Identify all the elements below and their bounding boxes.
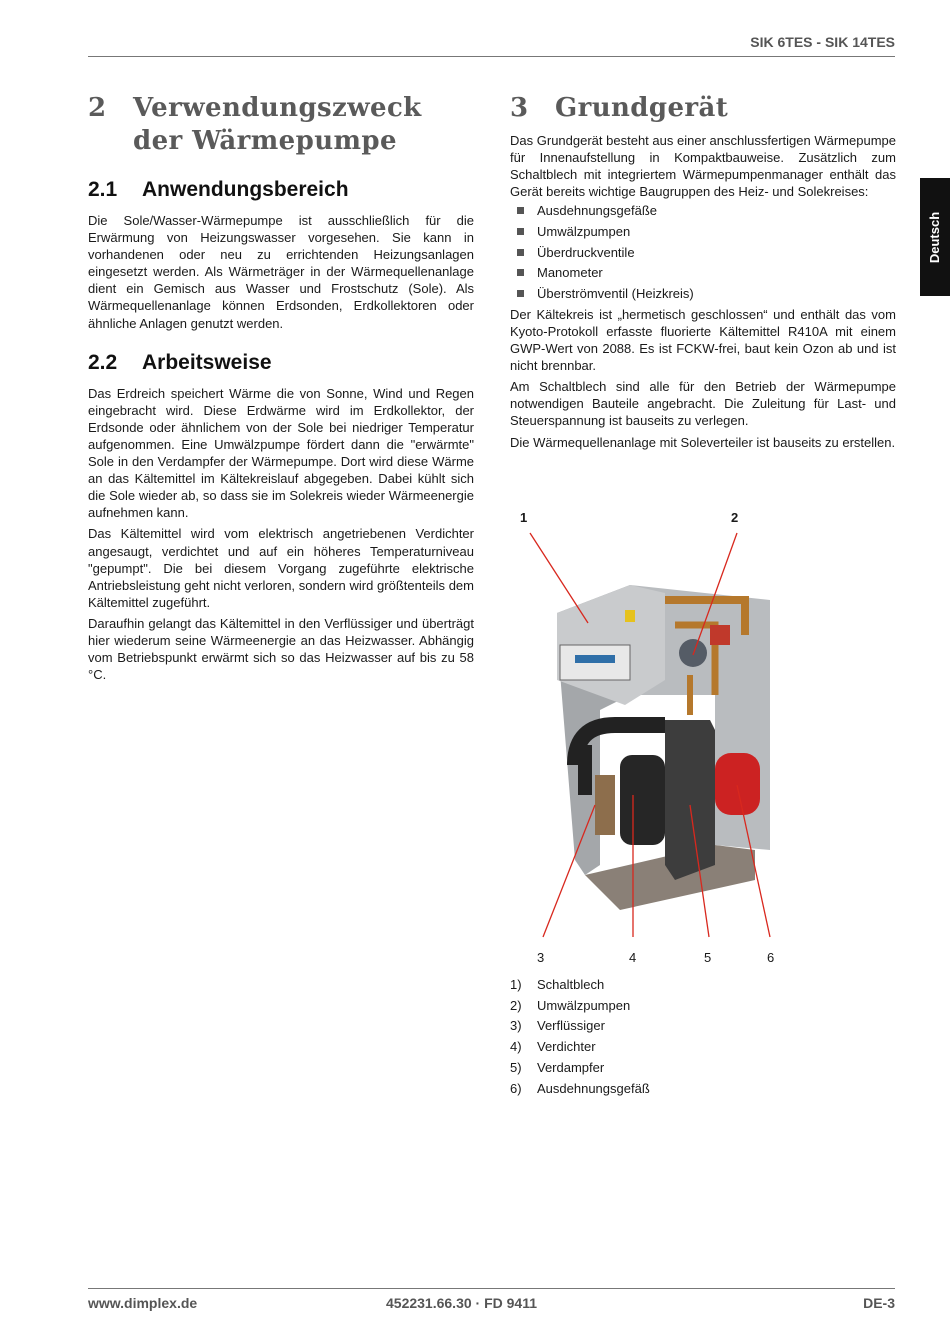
legend-item: 4) Verdichter	[510, 1039, 596, 1055]
section-2-1-title: Anwendungsbereich	[142, 178, 349, 201]
section-2-2-paragraph-2: Das Kältemittel wird vom elektrisch angetriebenen Verdichter angesaugt, verdichtet und auf ein höheres Temperaturniveau "gepumpt". Die bei diesem Vorgang zugeführte elektrische Antriebsleistung geht nicht verloren, sondern wird größtenteils dem Kältemittel zugeführt.	[88, 526, 474, 610]
header-rule	[88, 56, 895, 57]
warning-label	[625, 610, 635, 622]
chapter-3-heading	[510, 92, 896, 125]
chapter-3-number: 3	[510, 93, 529, 123]
condenser	[595, 775, 615, 835]
section-2-2-paragraph-1: Das Erdreich speichert Wärme die von Sonne, Wind und Regen eingebracht wird. Diese Erdwärme wird im Erdkollektor, der Erdsonde oder ähnlichem von der Sole bei niedriger Temperatur aufgenommen. Eine Umwälzpumpe fördert dann die "erwärmte" Sole in den Verdampfer der Wärmepumpe. Dort wird diese Wärme an das Kältemittel im Kältekreislauf abgegeben. Dabei kühlt sich die Sole wieder ab, so dass sie im Solekreis wieder Wärmeenergie aufnehmen kann.	[88, 385, 474, 521]
section-2-2-number: 2.2	[88, 350, 118, 374]
chapter-3-paragraph-1: Das Grundgerät besteht aus einer anschlussfertigen Wärmepumpe für Innenaufstellung in Kompaktbauweise. Zusätzlich zum Schaltblech mit integriertem Wärmepumpenmanager enthält das Gerät bereits wichtige Baugruppen des Heiz- und Solekreises:	[510, 133, 896, 200]
bullet-item: Ausdehnungsgefäße	[510, 201, 896, 222]
section-2-2-paragraph-3: Daraufhin gelangt das Kältemittel in den Verflüssiger und überträgt hier wiederum seine Wärmeenergie an das Heizwasser. Abhängig vom Betriebspunkt erwärmt sich so das Heizwasser auf bis zu 58 °C.	[88, 615, 474, 683]
heat-pump-illustration	[515, 505, 795, 965]
legend-item: 6) Ausdehnungsgefäß	[510, 1080, 650, 1096]
pump-red-part	[710, 625, 730, 645]
terminal-strip	[575, 655, 615, 663]
footer-rule	[88, 1288, 895, 1289]
chapter-2-number: 2	[88, 93, 107, 123]
section-2-2-heading	[88, 350, 474, 376]
chapter-3-paragraph-4: Die Wärmequellenanlage mit Soleverteiler ist bauseits zu erstellen.	[510, 434, 896, 450]
legend-item: 1) Schaltblech	[510, 977, 605, 992]
chapter-3-paragraph-2: Der Kältekreis ist „hermetisch geschlossen“ und enthält das vom Kyoto-Protokoll erfasste fluorierte Kältemittel R410A mit einem GWP-Wert von 2088. Es ist FCKW-frei, baut kein Ozon ab und ist nicht brennbar.	[510, 306, 896, 374]
section-2-1-heading	[88, 177, 474, 203]
figure-label-2: 2	[731, 510, 739, 525]
section-2-2-title: Arbeitsweise	[142, 350, 272, 374]
figure-label-1: 1	[520, 510, 528, 525]
header-title: SIK 6TES - SIK 14TES	[750, 34, 895, 50]
footer-website-link[interactable]: www.dimplex.de	[88, 1295, 198, 1311]
component-bullet-list	[510, 201, 896, 305]
chapter-2-heading	[88, 92, 474, 158]
footer-page-number: DE-3	[863, 1295, 895, 1311]
left-column	[88, 92, 474, 683]
evaporator	[665, 720, 715, 880]
legend-item: 3) Verflüssiger	[510, 1018, 605, 1034]
figure-legend	[510, 975, 890, 1099]
circulation-pump	[679, 639, 707, 667]
section-2-1-paragraph: Die Sole/Wasser-Wärmepumpe ist ausschließlich für die Erwärmung von Heizungswasser vorgesehen. Sie kann in vorhandenen oder neu zu errichtenden Heizungsanlagen eingesetzt werden. Als Wärmeträger in der Wärmequellenanlage dient ein Gemisch aus Wasser und Frostschutz (Sole). Als Wärmequellenanlage können Erdsonden, Erdkollektoren oder ähnliche Anlagen genutzt werden.	[88, 213, 474, 331]
section-2-1-number: 2.1	[88, 178, 118, 201]
expansion-vessel	[715, 753, 760, 815]
figure-label-4: 4	[629, 950, 637, 965]
bullet-item: Überströmventil (Heizkreis)	[510, 284, 896, 305]
heat-pump-figure	[515, 505, 795, 965]
legend-item: 2) Umwälzpumpen	[510, 997, 631, 1013]
bullet-item: Umwälzpumpen	[510, 222, 896, 243]
language-tab	[920, 178, 950, 296]
figure-label-6: 6	[767, 950, 775, 965]
figure-label-5: 5	[704, 950, 712, 965]
footer-document-code: 452231.66.30 · FD 9411	[386, 1295, 538, 1311]
chapter-3-paragraph-3: Am Schaltblech sind alle für den Betrieb der Wärmepumpe notwendigen Bauteile angebracht. Die Zuleitung für Last- und Steuerspannung ist bauseits zu verlegen.	[510, 379, 896, 429]
right-column	[510, 92, 896, 451]
compressor	[620, 755, 665, 845]
language-tab-label: Deutsch	[927, 211, 943, 263]
chapter-2-title: Verwendungszweck der Wärmepumpe	[133, 93, 422, 156]
chapter-3-title: Grundgerät	[555, 93, 729, 123]
legend-item: 5) Verdampfer	[510, 1059, 605, 1075]
figure-label-3: 3	[537, 950, 545, 965]
bullet-item: Überdruckventile	[510, 243, 896, 264]
bullet-item: Manometer	[510, 263, 896, 284]
